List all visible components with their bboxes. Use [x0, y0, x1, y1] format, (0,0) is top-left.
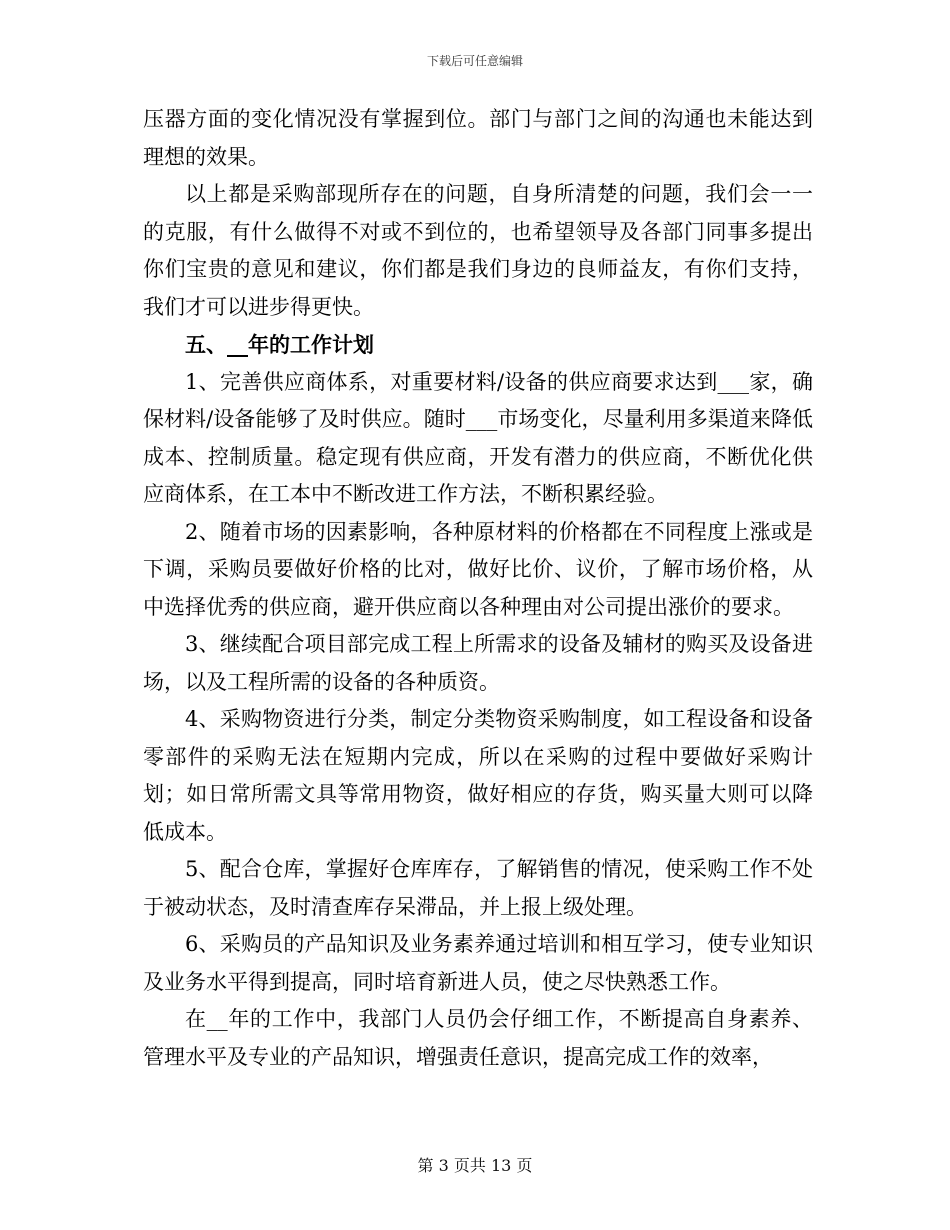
document-body: [143, 101, 813, 1076]
section-heading-work-plan: 五、__年的工作计划: [185, 332, 374, 357]
plan-item-4: 4、采购物资进行分类，制定分类物资采购制度，如工程设备和设备零部件的采购无法在短期内完成，所以在采购的过程中要做好采购计划；如日常所需文具等常用物资，做好相应的存货，购买量大则可以降低成本。: [143, 707, 813, 844]
plan-item-6: 6、采购员的产品知识及业务素养通过培训和相互学习，使专业知识及业务水平得到提高，同时培育新进人员，使之尽快熟悉工作。: [143, 932, 813, 994]
plan-item-1: 1、完善供应商体系，对重要材料/设备的供应商要求达到___家，确保材料/设备能够了及时供应。随时___市场变化，尽量利用多渠道来降低成本、控制质量。稳定现有供应商，开发有潜力的供应商，不断优化供应商体系，在工本中不断改进工作方法，不断积累经验。: [143, 369, 813, 506]
page-header: 下载后可任意编辑: [426, 54, 523, 68]
paragraph-continuation: 压器方面的变化情况没有掌握到位。部门与部门之间的沟通也未能达到理想的效果。: [143, 107, 813, 169]
plan-item-5: 5、配合仓库，掌握好仓库库存，了解销售的情况，使采购工作不处于被动状态，及时清查库存呆滞品，并上报上级处理。: [143, 857, 813, 919]
plan-item-2: 2、随着市场的因素影响，各种原材料的价格都在不同程度上涨或是下调，采购员要做好价格的比对，做好比价、议价，了解市场价格，从中选择优秀的供应商，避开供应商以各种理由对公司提出涨价的要求。: [143, 519, 813, 619]
plan-item-3: 3、继续配合项目部完成工程上所需求的设备及辅材的购买及设备进场，以及工程所需的设备的各种质资。: [143, 632, 813, 694]
page-number-footer: 第 3 页共 13 页: [417, 1156, 533, 1175]
paragraph-problems-summary: 以上都是采购部现所存在的问题，自身所清楚的问题，我们会一一的克服，有什么做得不对或不到位的，也希望领导及各部门同事多提出你们宝贵的意见和建议，你们都是我们身边的良师益友，有你们支持，我们才可以进步得更快。: [143, 182, 813, 319]
paragraph-closing: 在__年的工作中，我部门人员仍会仔细工作，不断提高自身素养、管理水平及专业的产品知识，增强责任意识，提高完成工作的效率，: [143, 1007, 813, 1069]
